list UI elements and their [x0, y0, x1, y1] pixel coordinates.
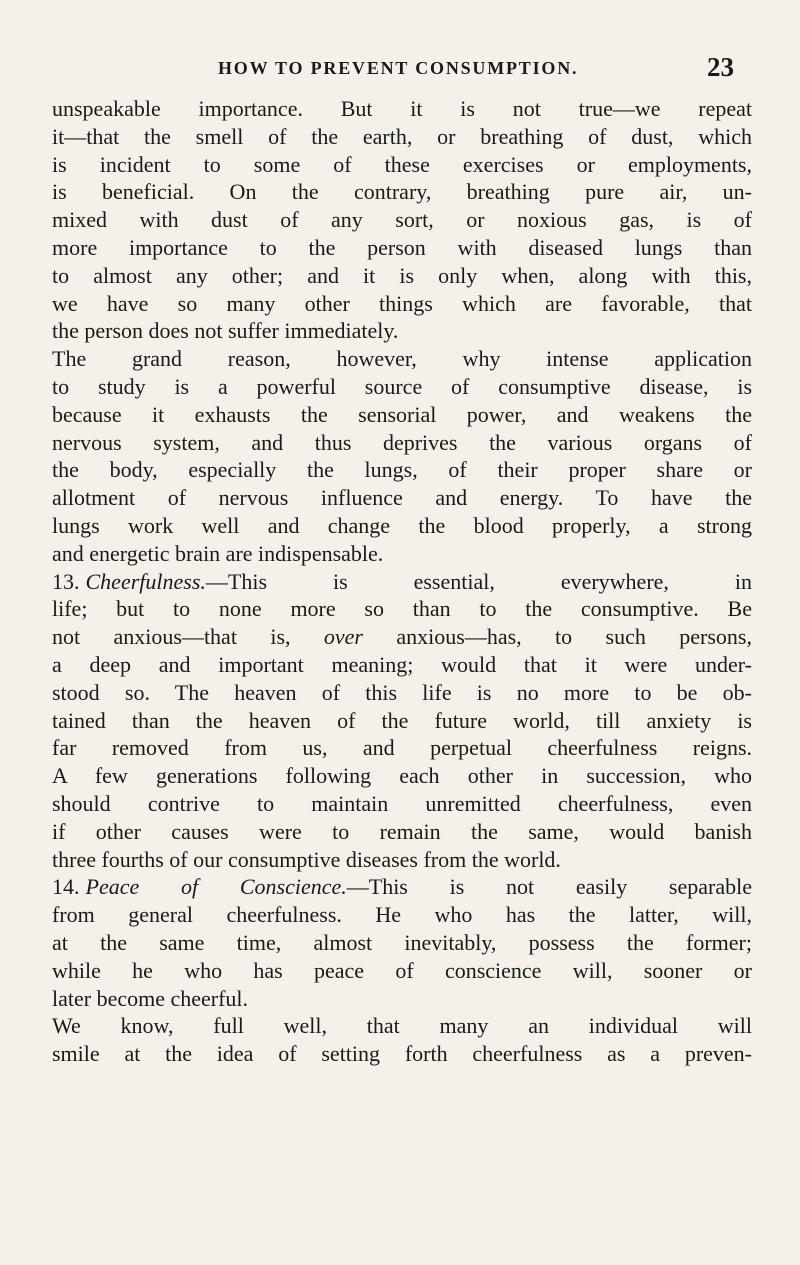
text-line: from general cheerfulness. He who has the latter, will, — [52, 902, 752, 928]
text-line: we have so many other things which are favorable, that — [52, 290, 752, 316]
text-line: tained than the heaven of the future world, till anxiety is — [52, 707, 752, 733]
text-line: because it exhausts the sensorial power, and weakens the — [52, 401, 752, 427]
section-14-number: 14. — [52, 874, 80, 900]
body-text — [52, 95, 752, 1068]
text-line: the person does not suffer immediately. — [52, 318, 399, 344]
text-line: is incident to some of these exercises or employments, — [52, 151, 752, 177]
section-13-number: 13. — [52, 568, 80, 594]
text-line: the body, especially the lungs, of their proper share or — [52, 457, 752, 483]
text-line: smile at the idea of setting forth cheerfulness as a preven- — [52, 1041, 752, 1067]
text-line: is beneficial. On the contrary, breathing pure air, un- — [52, 179, 752, 205]
section-13-title: Cheerfulness. — [85, 568, 206, 594]
running-title: HOW TO PREVENT CONSUMPTION. — [218, 58, 579, 78]
text-line: at the same time, almost inevitably, possess the former; — [52, 929, 752, 955]
text-line: a deep and important meaning; would that it were under- — [52, 651, 752, 677]
text-line — [52, 623, 752, 651]
text-line: more importance to the person with diseased lungs than — [52, 234, 752, 260]
section-14-heading-line — [52, 873, 752, 901]
text-line: while he who has peace of conscience will, sooner or — [52, 957, 752, 983]
emphasis-text: over — [323, 624, 363, 650]
section-14-title: Peace of Conscience. — [85, 874, 347, 900]
text-line: three fourths of our consumptive diseases from the world. — [52, 846, 561, 872]
text-line: unspeakable importance. But it is not true—we repeat — [52, 96, 752, 121]
text-line: The grand reason, however, why intense application — [52, 346, 752, 372]
text-line: and energetic brain are indispensable. — [52, 540, 384, 566]
text-span: anxious—has, to such persons, — [363, 624, 752, 650]
text-line: We know, full well, that many an individual will — [52, 1013, 752, 1039]
text-line: nervous system, and thus deprives the various organs of — [52, 429, 752, 455]
text-line: it—that the smell of the earth, or breathing of dust, which — [52, 123, 752, 149]
text-line: allotment of nervous influence and energy. To have the — [52, 485, 752, 511]
text-line: lungs work well and change the blood properly, a strong — [52, 512, 752, 538]
text-line: stood so. The heaven of this life is no more to be ob- — [52, 679, 752, 705]
text-line: life; but to none more so than to the consumptive. Be — [52, 596, 752, 622]
text-line: later become cheerful. — [52, 985, 249, 1011]
text-span: not anxious—that is, — [52, 624, 324, 650]
section-13-heading-line — [52, 568, 752, 596]
text-line: if other causes were to remain the same, would banish — [52, 818, 752, 844]
text-line: mixed with dust of any sort, or noxious gas, is of — [52, 207, 752, 233]
text-line: to almost any other; and it is only when, along with this, — [52, 262, 752, 288]
section-14-first-line: —This is not easily separable — [346, 874, 752, 900]
text-line: A few generations following each other in succession, who — [52, 763, 752, 789]
text-line: to study is a powerful source of consumptive disease, is — [52, 373, 752, 399]
running-head — [0, 52, 800, 88]
section-13-first-line: —This is essential, everywhere, in — [205, 568, 752, 594]
text-line: should contrive to maintain unremitted cheerfulness, even — [52, 790, 752, 816]
text-line: far removed from us, and perpetual cheerfulness reigns. — [52, 735, 752, 761]
page-number: 23 — [707, 52, 734, 82]
